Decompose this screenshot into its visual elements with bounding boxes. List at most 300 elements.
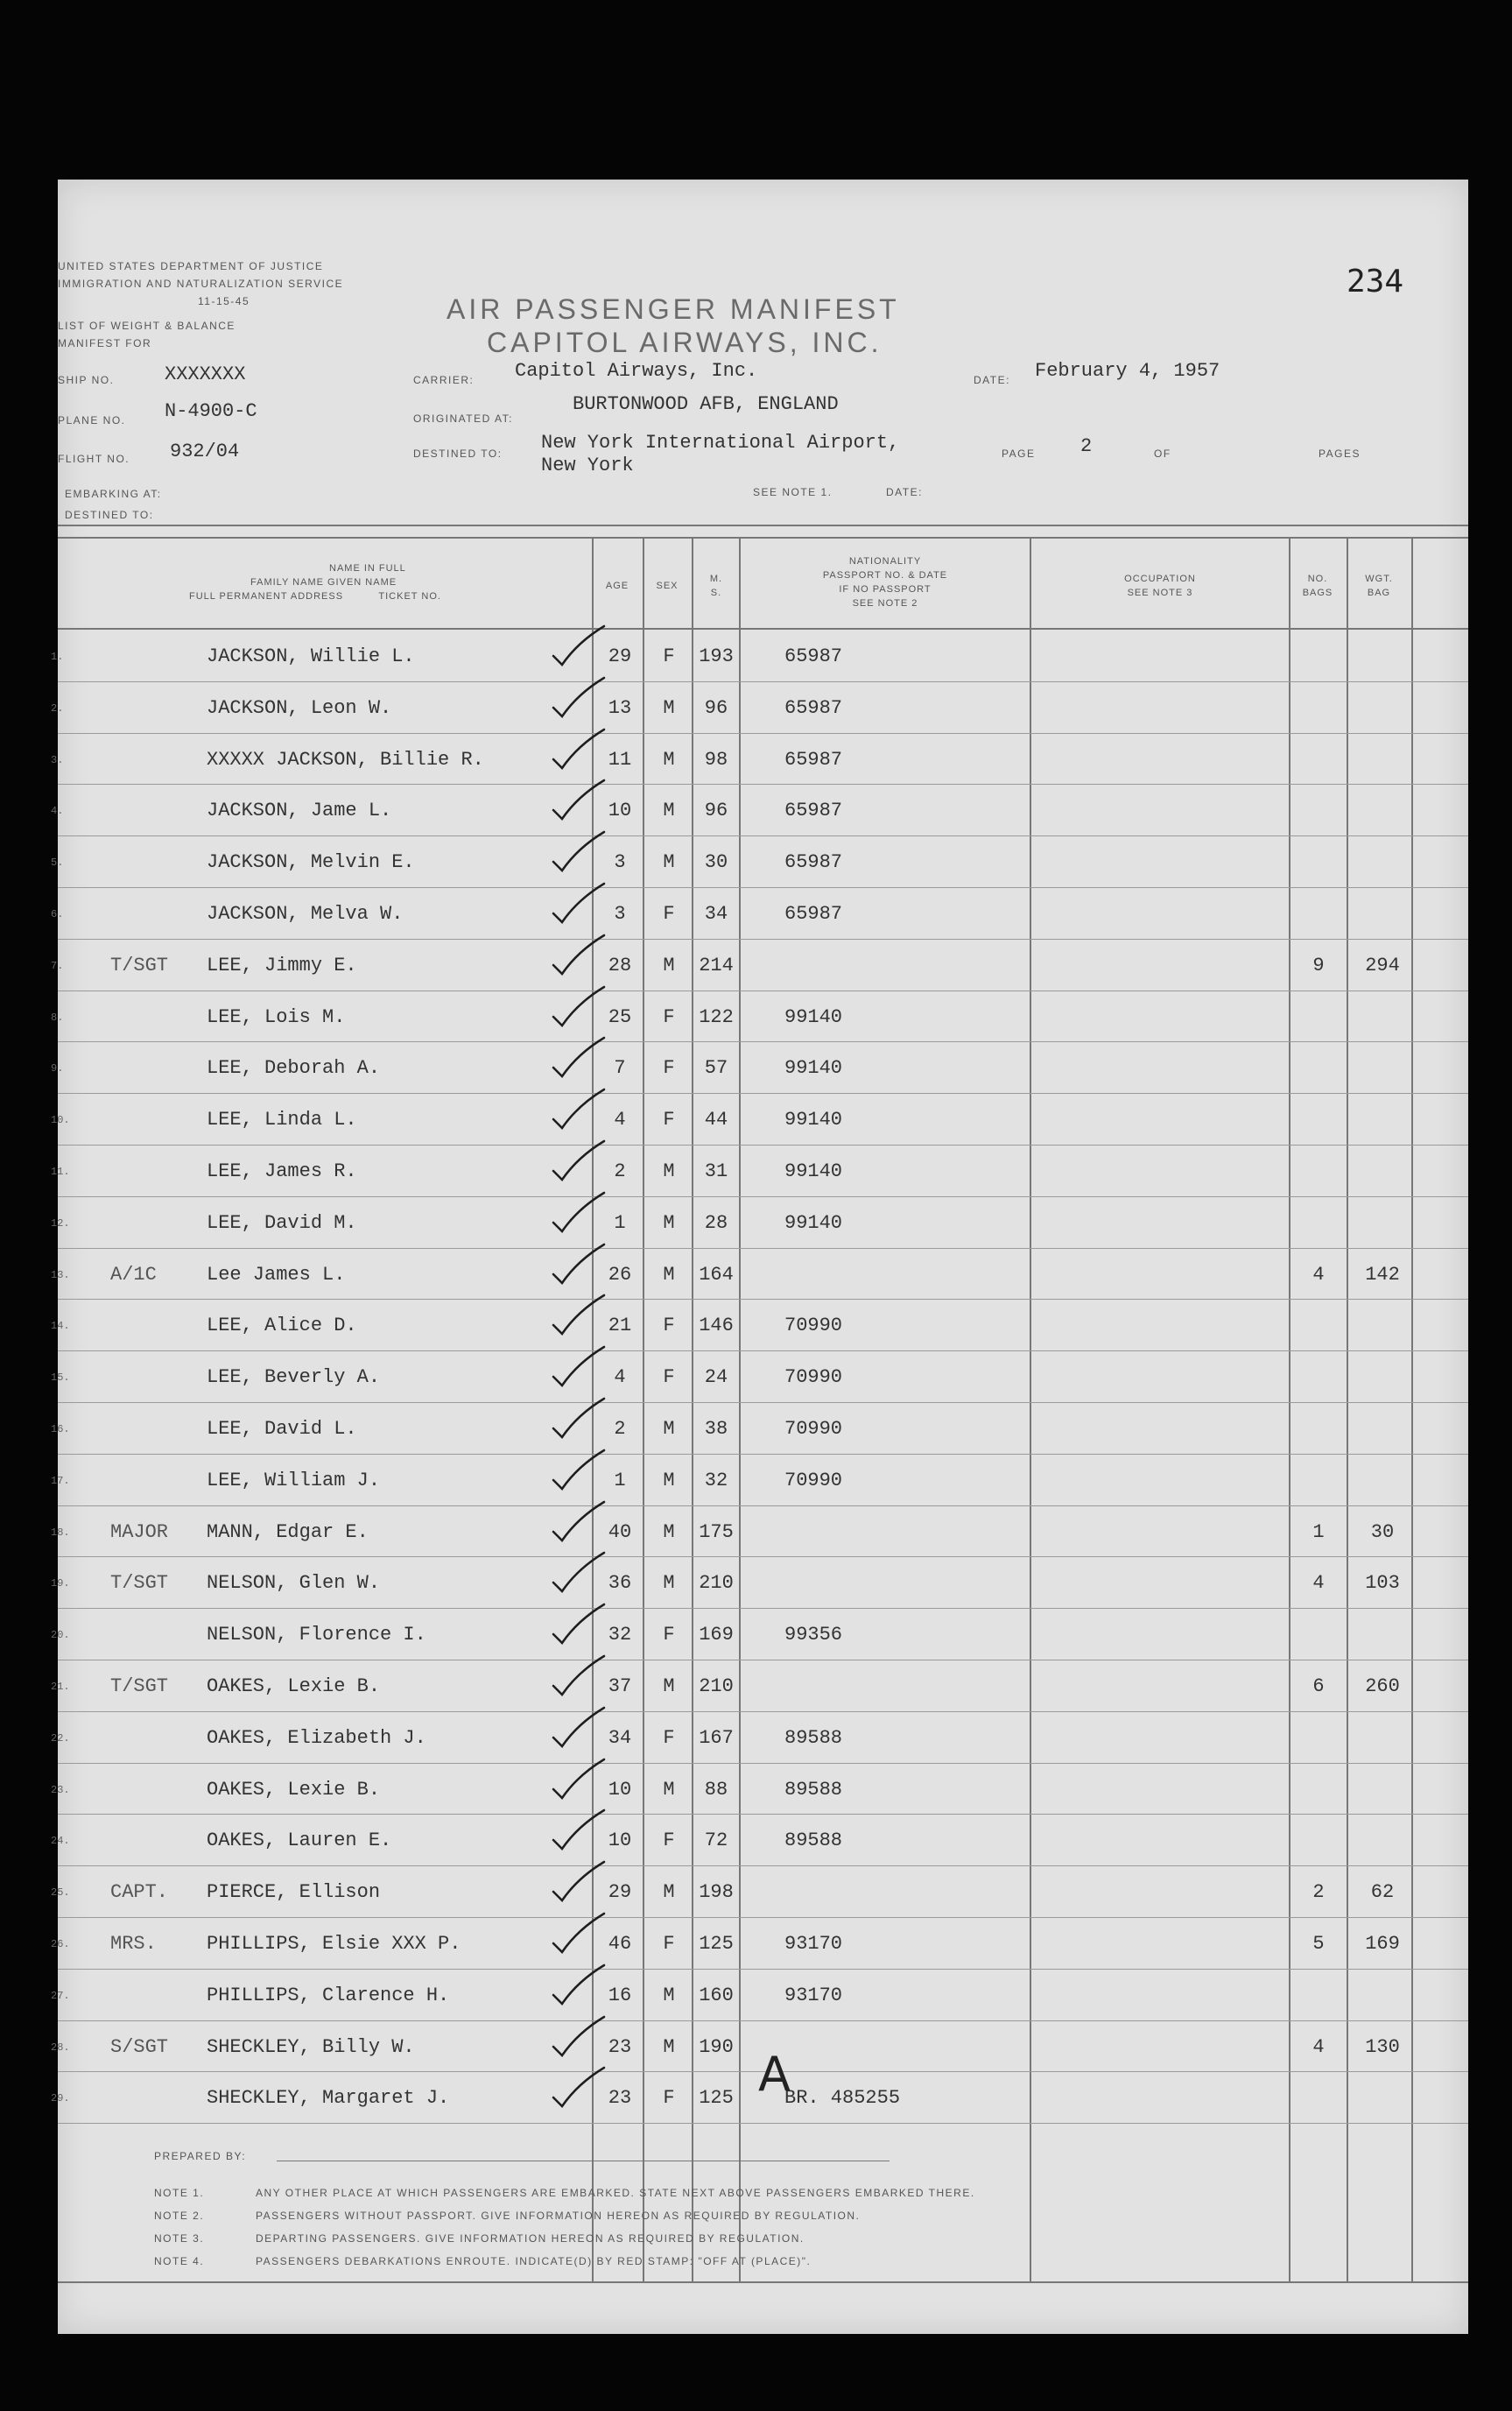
- manifest-title: AIR PASSENGER MANIFEST: [447, 293, 900, 325]
- cell-age: 29: [608, 1881, 632, 1904]
- cell-name: OAKES, Lexie B.: [207, 1675, 381, 1697]
- see-note-date: DATE:: [886, 486, 923, 498]
- cell-wt: 98: [704, 748, 728, 771]
- check-mark-icon: [548, 1034, 609, 1080]
- cell-num: 22.: [51, 1731, 70, 1745]
- check-mark-icon: [548, 1189, 609, 1235]
- cell-sex: M: [663, 1469, 675, 1491]
- cell-rank: A/1C: [110, 1263, 157, 1286]
- cell-age: 10: [608, 1778, 632, 1801]
- cell-sex: M: [663, 954, 675, 976]
- check-mark-icon: [548, 726, 609, 772]
- cell-age: 37: [608, 1675, 632, 1697]
- cell-name: LEE, Lois M.: [207, 1005, 346, 1028]
- agency-line-1: UNITED STATES DEPARTMENT OF JUSTICE: [58, 260, 324, 272]
- check-mark-icon: [548, 2064, 609, 2110]
- table-row: [51, 939, 1468, 990]
- cell-num: 3.: [51, 753, 64, 766]
- cell-bags: 1: [1312, 1520, 1325, 1543]
- cell-wt: 31: [704, 1160, 728, 1182]
- cell-num: 1.: [51, 651, 64, 663]
- cell-rank: CAPT.: [110, 1881, 169, 1904]
- cell-age: 3: [614, 851, 626, 874]
- check-mark-icon: [548, 828, 609, 874]
- table-row: [51, 1196, 1468, 1247]
- cell-num: 6.: [51, 908, 64, 920]
- col-sex-header: SEX: [656, 581, 679, 591]
- cell-wt: 198: [699, 1881, 734, 1904]
- cell-age: 34: [608, 1726, 632, 1749]
- cell-bagwt: 130: [1365, 2035, 1400, 2058]
- cell-bagwt: 30: [1370, 1520, 1395, 1543]
- date-label: DATE:: [974, 374, 1010, 386]
- cell-passport: 89588: [784, 1778, 843, 1801]
- cell-bagwt: 103: [1365, 1572, 1400, 1595]
- cell-passport: 99356: [784, 1624, 843, 1646]
- check-mark-icon: [548, 932, 609, 977]
- cell-num: 17.: [51, 1474, 70, 1487]
- cell-num: 15.: [51, 1371, 70, 1385]
- cell-sex: M: [663, 851, 675, 874]
- table-row: [51, 1145, 1468, 1195]
- table-row: [51, 1969, 1468, 2020]
- check-mark-icon: [548, 1086, 609, 1131]
- cell-age: 21: [608, 1315, 632, 1337]
- cell-name: SHECKLEY, Billy W.: [207, 2035, 415, 2058]
- embark-divider: [58, 525, 1468, 526]
- table-row: [51, 733, 1468, 784]
- note-text: DEPARTING PASSENGERS. GIVE INFORMATION HEREON AS REQUIRED BY REGULATION.: [256, 2232, 805, 2245]
- table-row: [51, 1299, 1468, 1350]
- cell-age: 10: [608, 800, 632, 822]
- cell-wt: 72: [704, 1829, 728, 1852]
- carrier-value: Capitol Airways, Inc.: [515, 360, 758, 382]
- cell-sex: F: [663, 645, 675, 667]
- destined-label: DESTINED TO:: [413, 448, 503, 460]
- cell-name: LEE, Beverly A.: [207, 1366, 381, 1389]
- check-mark-icon: [548, 1601, 609, 1646]
- handwritten-mark: A: [758, 2047, 791, 2102]
- ship-no-value: XXXXXXX: [165, 363, 246, 385]
- note-text: PASSENGERS DEBARKATIONS ENROUTE. INDICATE(D) BY RED STAMP: "OFF AT (PLACE)".: [256, 2255, 812, 2267]
- col-wgt-line-2: BAG: [1367, 588, 1391, 598]
- cell-sex: F: [663, 1829, 675, 1852]
- cell-rank: S/SGT: [110, 2035, 169, 2058]
- cell-sex: M: [663, 1675, 675, 1697]
- cell-name: LEE, Deborah A.: [207, 1057, 381, 1080]
- col-name-line-1: NAME IN FULL: [329, 563, 406, 574]
- cell-bags: 4: [1312, 1263, 1325, 1286]
- col-nat-line-3: IF NO PASSPORT: [839, 584, 932, 595]
- table-row: [51, 1350, 1468, 1401]
- cell-num: 24.: [51, 1835, 70, 1848]
- cell-rank: T/SGT: [110, 1572, 169, 1595]
- col-name-line-2: FAMILY NAME GIVEN NAME: [250, 577, 397, 588]
- cell-age: 40: [608, 1520, 632, 1543]
- page-number: 234: [1347, 264, 1404, 300]
- cell-name: LEE, David M.: [207, 1211, 357, 1234]
- cell-wt: 125: [699, 2087, 734, 2110]
- col-ms-header: [693, 572, 739, 600]
- page-label: PAGE: [1002, 448, 1036, 460]
- cell-bagwt: 142: [1365, 1263, 1400, 1286]
- table-row: [51, 630, 1468, 680]
- check-mark-icon: [548, 1343, 609, 1389]
- cell-sex: M: [663, 1211, 675, 1234]
- check-mark-icon: [548, 1910, 609, 1956]
- cell-age: 32: [608, 1624, 632, 1646]
- cell-bagwt: 62: [1370, 1881, 1395, 1904]
- cell-name: LEE, Alice D.: [207, 1315, 357, 1337]
- col-ms-line-2: S.: [710, 588, 722, 598]
- cell-sex: F: [663, 1624, 675, 1646]
- cell-age: 10: [608, 1829, 632, 1852]
- col-ms-line-1: M.: [709, 574, 723, 584]
- check-mark-icon: [548, 1756, 609, 1801]
- check-mark-icon: [548, 1498, 609, 1544]
- col-nationality-header: [741, 554, 1030, 610]
- cell-wt: 175: [699, 1520, 734, 1543]
- check-mark-icon: [548, 623, 609, 668]
- check-mark-icon: [548, 1858, 609, 1904]
- cell-passport: 89588: [784, 1726, 843, 1749]
- cell-age: 11: [608, 748, 632, 771]
- cell-wt: 169: [699, 1624, 734, 1646]
- cell-passport: 65987: [784, 645, 843, 667]
- cell-wt: 164: [699, 1263, 734, 1286]
- table-row: [51, 1711, 1468, 1762]
- carrier-label: CARRIER:: [413, 374, 475, 386]
- cell-wt: 24: [704, 1366, 728, 1389]
- cell-passport: 65987: [784, 696, 843, 719]
- originated-label: ORIGINATED AT:: [413, 412, 513, 425]
- table-row: [51, 1608, 1468, 1659]
- cell-wt: 160: [699, 1984, 734, 2006]
- cell-num: 14.: [51, 1320, 70, 1333]
- cell-wt: 30: [704, 851, 728, 874]
- table-row: [51, 1814, 1468, 1865]
- cell-name: JACKSON, Leon W.: [207, 696, 392, 719]
- cell-name: PHILLIPS, Clarence H.: [207, 1984, 450, 2006]
- cell-name: Lee James L.: [207, 1263, 346, 1286]
- cell-sex: M: [663, 1572, 675, 1595]
- cell-name: SHECKLEY, Margaret J.: [207, 2087, 450, 2110]
- destined-value-2: New York: [541, 455, 634, 476]
- cell-num: 11.: [51, 1166, 70, 1178]
- check-mark-icon: [548, 1447, 609, 1492]
- cell-num: 5.: [51, 857, 64, 870]
- cell-age: 4: [614, 1366, 626, 1389]
- cell-sex: M: [663, 748, 675, 771]
- cell-sex: F: [663, 1109, 675, 1131]
- table-row: [51, 681, 1468, 732]
- cell-name: LEE, James R.: [207, 1160, 357, 1182]
- page-value: 2: [1080, 435, 1093, 457]
- check-mark-icon: [548, 1395, 609, 1441]
- check-mark-icon: [548, 1138, 609, 1183]
- col-name-header: [145, 561, 548, 603]
- col-occupation-header: [1031, 572, 1289, 600]
- cell-num: 2.: [51, 701, 64, 715]
- check-mark-icon: [548, 1962, 609, 2007]
- cell-age: 36: [608, 1572, 632, 1595]
- cell-wt: 214: [699, 954, 734, 976]
- cell-num: 8.: [51, 1011, 64, 1024]
- cell-bagwt: 260: [1365, 1675, 1400, 1697]
- cell-rank: T/SGT: [110, 954, 169, 976]
- cell-num: 28.: [51, 2041, 70, 2054]
- col-wgt-line-1: WGT.: [1365, 574, 1393, 584]
- cell-name: XXXXX JACKSON, Billie R.: [207, 748, 484, 771]
- cell-passport: 99140: [784, 1211, 843, 1234]
- cell-sex: M: [663, 1263, 675, 1286]
- col-occ-line-2: SEE NOTE 3: [1127, 588, 1193, 598]
- check-mark-icon: [548, 1292, 609, 1337]
- cell-num: 4.: [51, 805, 64, 818]
- cell-age: 1: [614, 1211, 626, 1234]
- cell-name: PIERCE, Ellison: [207, 1881, 381, 1904]
- plane-no-label: PLANE NO.: [58, 414, 126, 427]
- cell-sex: M: [663, 1520, 675, 1543]
- cell-num: 26.: [51, 1938, 70, 1950]
- cell-wt: 32: [704, 1469, 728, 1491]
- cell-sex: F: [663, 2087, 675, 2110]
- note-label: NOTE 2.: [154, 2210, 205, 2222]
- col-nat-line-1: NATIONALITY: [848, 556, 922, 567]
- table-row: [51, 1660, 1468, 1710]
- destined-to-label: DESTINED TO:: [65, 509, 154, 521]
- date-value: February 4, 1957: [1035, 360, 1220, 382]
- cell-num: 27.: [51, 1989, 70, 2002]
- destined-value-1: New York International Airport,: [541, 432, 900, 454]
- cell-wt: 96: [704, 800, 728, 822]
- cell-age: 2: [614, 1160, 626, 1182]
- cell-num: 19.: [51, 1577, 70, 1590]
- cell-sex: M: [663, 1778, 675, 1801]
- check-mark-icon: [548, 983, 609, 1029]
- col-nat-line-2: PASSPORT NO. & DATE: [822, 570, 948, 581]
- cell-age: 25: [608, 1005, 632, 1028]
- cell-age: 29: [608, 645, 632, 667]
- check-mark-icon: [548, 1653, 609, 1698]
- cell-wt: 38: [704, 1418, 728, 1440]
- cell-name: JACKSON, Melva W.: [207, 903, 404, 925]
- col-name-line-3: FULL PERMANENT ADDRESS TICKET NO.: [189, 591, 441, 602]
- table-row: [51, 887, 1468, 938]
- cell-bags: 4: [1312, 2035, 1325, 2058]
- cell-passport: 99140: [784, 1057, 843, 1080]
- cell-age: 3: [614, 903, 626, 925]
- prepared-by-label: PREPARED BY:: [154, 2150, 247, 2162]
- cell-wt: 44: [704, 1109, 728, 1131]
- cell-passport: 65987: [784, 903, 843, 925]
- cell-passport: 65987: [784, 800, 843, 822]
- cell-passport: BR. 485255: [784, 2087, 901, 2110]
- col-occ-line-1: OCCUPATION: [1124, 574, 1196, 584]
- cell-wt: 125: [699, 1933, 734, 1955]
- cell-rank: T/SGT: [110, 1675, 169, 1697]
- cell-sex: F: [663, 1005, 675, 1028]
- table-row: [51, 1763, 1468, 1814]
- cell-sex: M: [663, 2035, 675, 2058]
- cell-sex: M: [663, 1984, 675, 2006]
- check-mark-icon: [548, 674, 609, 720]
- table-top-line: [58, 537, 1468, 539]
- cell-rank: MAJOR: [110, 1520, 169, 1543]
- cell-bags: 4: [1312, 1572, 1325, 1595]
- cell-num: 12.: [51, 1216, 70, 1230]
- cell-name: JACKSON, Jame L.: [207, 800, 392, 822]
- cell-bags: 6: [1312, 1675, 1325, 1697]
- cell-name: OAKES, Lauren E.: [207, 1829, 392, 1852]
- col-bags-header: [1290, 572, 1345, 600]
- note-text: ANY OTHER PLACE AT WHICH PASSENGERS ARE EMBARKED. STATE NEXT ABOVE PASSENGERS EMBARKED THERE.: [256, 2187, 975, 2199]
- cell-age: 13: [608, 696, 632, 719]
- cell-name: OAKES, Elizabeth J.: [207, 1726, 426, 1749]
- col-age-header: AGE: [605, 581, 629, 591]
- cell-age: 46: [608, 1933, 632, 1955]
- cell-wt: 210: [699, 1572, 734, 1595]
- cell-name: LEE, David L.: [207, 1418, 357, 1440]
- agency-line-4: LIST OF WEIGHT & BALANCE: [58, 320, 236, 332]
- of-label: OF: [1154, 448, 1171, 460]
- cell-wt: 210: [699, 1675, 734, 1697]
- cell-wt: 193: [699, 645, 734, 667]
- note-label: NOTE 4.: [154, 2255, 205, 2267]
- note-text: PASSENGERS WITHOUT PASSPORT. GIVE INFORMATION HEREON AS REQUIRED BY REGULATION.: [256, 2210, 861, 2222]
- cell-sex: M: [663, 1881, 675, 1904]
- table-row: [51, 1041, 1468, 1092]
- embarking-label: EMBARKING AT:: [65, 488, 162, 500]
- cell-sex: F: [663, 1057, 675, 1080]
- col-wgt-header: [1348, 572, 1410, 600]
- flight-no-label: FLIGHT NO.: [58, 453, 130, 465]
- check-mark-icon: [548, 880, 609, 926]
- cell-sex: F: [663, 903, 675, 925]
- cell-passport: 70990: [784, 1418, 843, 1440]
- cell-age: 7: [614, 1057, 626, 1080]
- cell-sex: M: [663, 800, 675, 822]
- cell-wt: 190: [699, 2035, 734, 2058]
- flight-no-value: 932/04: [170, 441, 240, 462]
- cell-age: 16: [608, 1984, 632, 2006]
- agency-line-3: 11-15-45: [198, 295, 250, 307]
- cell-bagwt: 294: [1365, 954, 1400, 976]
- cell-passport: 93170: [784, 1984, 843, 2006]
- cell-bags: 5: [1312, 1933, 1325, 1955]
- check-mark-icon: [548, 1241, 609, 1287]
- note-label: NOTE 1.: [154, 2187, 205, 2199]
- cell-num: 25.: [51, 1886, 70, 1900]
- airline-subtitle: CAPITOL AIRWAYS, INC.: [487, 327, 883, 358]
- plane-no-value: N-4900-C: [165, 400, 257, 422]
- cell-passport: 99140: [784, 1160, 843, 1182]
- note-label: NOTE 3.: [154, 2232, 205, 2245]
- cell-name: NELSON, Glen W.: [207, 1572, 381, 1595]
- cell-wt: 88: [704, 1778, 728, 1801]
- check-mark-icon: [548, 1704, 609, 1750]
- manifest-sheet: [51, 180, 1468, 2334]
- cell-num: 7.: [51, 959, 64, 972]
- cell-age: 26: [608, 1263, 632, 1286]
- cell-name: JACKSON, Melvin E.: [207, 851, 415, 874]
- cell-bags: 2: [1312, 1881, 1325, 1904]
- cell-wt: 146: [699, 1315, 734, 1337]
- table-row: [51, 1454, 1468, 1505]
- col-bags-line-2: BAGS: [1302, 588, 1333, 598]
- cell-name: LEE, William J.: [207, 1469, 381, 1491]
- cell-num: 18.: [51, 1526, 70, 1539]
- table-row: [51, 1248, 1468, 1299]
- table-row: [51, 835, 1468, 886]
- cell-passport: 99140: [784, 1005, 843, 1028]
- cell-wt: 57: [704, 1057, 728, 1080]
- cell-wt: 122: [699, 1005, 734, 1028]
- cell-num: 23.: [51, 1783, 70, 1796]
- cell-passport: 65987: [784, 851, 843, 874]
- table-row: [51, 1865, 1468, 1916]
- cell-num: 16.: [51, 1423, 70, 1435]
- cell-age: 2: [614, 1418, 626, 1440]
- table-row: [51, 1556, 1468, 1607]
- cell-sex: M: [663, 696, 675, 719]
- cell-wt: 96: [704, 696, 728, 719]
- cell-passport: 70990: [784, 1315, 843, 1337]
- table-bottom-line: [58, 2281, 1468, 2283]
- cell-wt: 28: [704, 1211, 728, 1234]
- table-row: [51, 1917, 1468, 1968]
- cell-sex: F: [663, 1366, 675, 1389]
- check-mark-icon: [548, 1807, 609, 1852]
- cell-num: 21.: [51, 1681, 70, 1693]
- cell-passport: 93170: [784, 1933, 843, 1955]
- cell-name: JACKSON, Willie L.: [207, 645, 415, 667]
- cell-name: NELSON, Florence I.: [207, 1624, 426, 1646]
- cell-bags: 9: [1312, 954, 1325, 976]
- ship-no-label: SHIP NO.: [58, 374, 115, 386]
- table-row: [51, 784, 1468, 835]
- cell-sex: F: [663, 1726, 675, 1749]
- check-mark-icon: [548, 2013, 609, 2059]
- cell-name: LEE, Linda L.: [207, 1109, 357, 1131]
- check-mark-icon: [548, 1549, 609, 1595]
- table-row: [51, 1505, 1468, 1556]
- cell-num: 20.: [51, 1629, 70, 1642]
- cell-num: 13.: [51, 1268, 70, 1281]
- cell-age: 1: [614, 1469, 626, 1491]
- cell-name: MANN, Edgar E.: [207, 1520, 369, 1543]
- agency-line-2: IMMIGRATION AND NATURALIZATION SERVICE: [58, 278, 344, 290]
- cell-passport: 70990: [784, 1366, 843, 1389]
- cell-passport: 89588: [784, 1829, 843, 1852]
- cell-wt: 167: [699, 1726, 734, 1749]
- cell-name: PHILLIPS, Elsie XXX P.: [207, 1933, 461, 1955]
- cell-name: LEE, Jimmy E.: [207, 954, 357, 976]
- cell-num: 10.: [51, 1114, 70, 1127]
- row-divider: [58, 2123, 1468, 2124]
- cell-num: 29.: [51, 2092, 70, 2105]
- table-row: [51, 990, 1468, 1041]
- cell-age: 23: [608, 2035, 632, 2058]
- col-bags-line-1: NO.: [1307, 574, 1328, 584]
- cell-passport: 65987: [784, 748, 843, 771]
- cell-age: 23: [608, 2087, 632, 2110]
- cell-age: 4: [614, 1109, 626, 1131]
- cell-sex: F: [663, 1933, 675, 1955]
- cell-passport: 99140: [784, 1109, 843, 1131]
- cell-name: OAKES, Lexie B.: [207, 1778, 381, 1801]
- cell-age: 28: [608, 954, 632, 976]
